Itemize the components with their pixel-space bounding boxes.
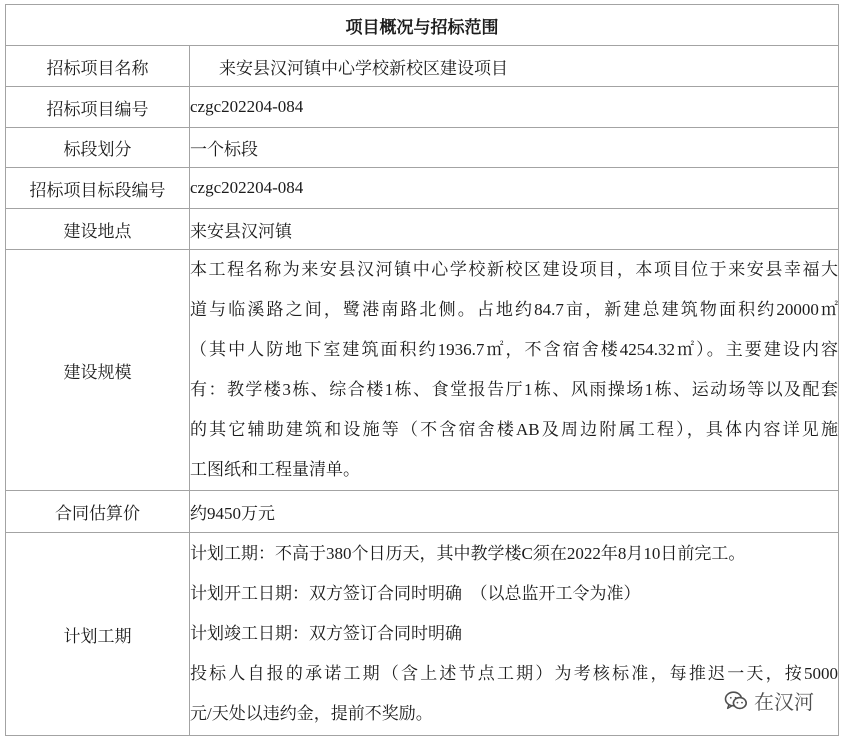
schedule-paragraph [190, 534, 838, 574]
schedule-line: 计划工期：不高于380个日历天，其中教学楼C须在2022年8月10日前完工。 [190, 544, 746, 563]
wechat-icon [724, 690, 748, 712]
row-label-location: 建设地点 [6, 209, 190, 250]
row-value-scale [190, 250, 839, 491]
schedule-paragraph [190, 614, 838, 654]
row-label-project-number: 招标项目编号 [6, 87, 190, 128]
table-row [6, 491, 839, 533]
scale-line: 道与临溪路之间，鹭港南路北侧。占地约84.7亩，新建总建筑物面积约20000㎡ [190, 300, 838, 319]
row-label-section-division: 标段划分 [6, 128, 190, 168]
schedule-line: 计划竣工日期：双方签订合同时明确 [190, 624, 462, 643]
schedule-line: 投标人自报的承诺工期（含上述节点工期）为考核标准，每推迟一天，按5000 [190, 664, 838, 683]
schedule-paragraph [190, 574, 838, 614]
row-value-project-name: 来安县汉河镇中心学校新校区建设项目 [190, 46, 839, 87]
table-row [6, 533, 839, 736]
table-row [6, 209, 839, 250]
row-value-section-division: 一个标段 [190, 128, 839, 168]
row-label-section-number: 招标项目标段编号 [6, 168, 190, 209]
table-row [6, 128, 839, 168]
scale-line: 的其它辅助建筑和设施等（不含宿舍楼AB及周边附属工程），具体内容详见施 [190, 420, 838, 439]
row-label-project-name: 招标项目名称 [6, 46, 190, 87]
title-row [6, 5, 839, 46]
table-row [6, 87, 839, 128]
row-label-schedule: 计划工期 [6, 533, 190, 736]
row-label-estimated-price: 合同估算价 [6, 491, 190, 533]
scale-line: 本工程名称为来安县汉河镇中心学校新校区建设项目，本项目位于来安县幸福大 [190, 260, 838, 279]
table-row [6, 250, 839, 491]
watermark-text: 在汉河 [754, 690, 814, 714]
project-overview-table [5, 4, 839, 736]
watermark [724, 686, 814, 715]
row-label-scale: 建设规模 [6, 250, 190, 491]
row-value-estimated-price: 约9450万元 [190, 491, 839, 533]
row-value-location: 来安县汉河镇 [190, 209, 839, 250]
scale-line: 有：教学楼3栋、综合楼1栋、食堂报告厅1栋、风雨操场1栋、运动场等以及配套 [190, 380, 838, 399]
table-row [6, 46, 839, 87]
table-title: 项目概况与招标范围 [6, 5, 839, 46]
row-value-section-number: czgc202204-084 [190, 168, 839, 209]
table-row [6, 168, 839, 209]
scale-line: （其中人防地下室建筑面积约1936.7㎡，不含宿舍楼4254.32㎡）。主要建设内容 [190, 340, 838, 359]
scale-paragraph [190, 250, 838, 490]
schedule-line: 元/天处以违约金，提前不奖励。 [190, 704, 433, 723]
schedule-line: 计划开工日期：双方签订合同时明确 （以总监开工令为准） [190, 584, 641, 603]
scale-line: 工图纸和工程量清单。 [190, 460, 360, 479]
row-value-project-number: czgc202204-084 [190, 87, 839, 128]
